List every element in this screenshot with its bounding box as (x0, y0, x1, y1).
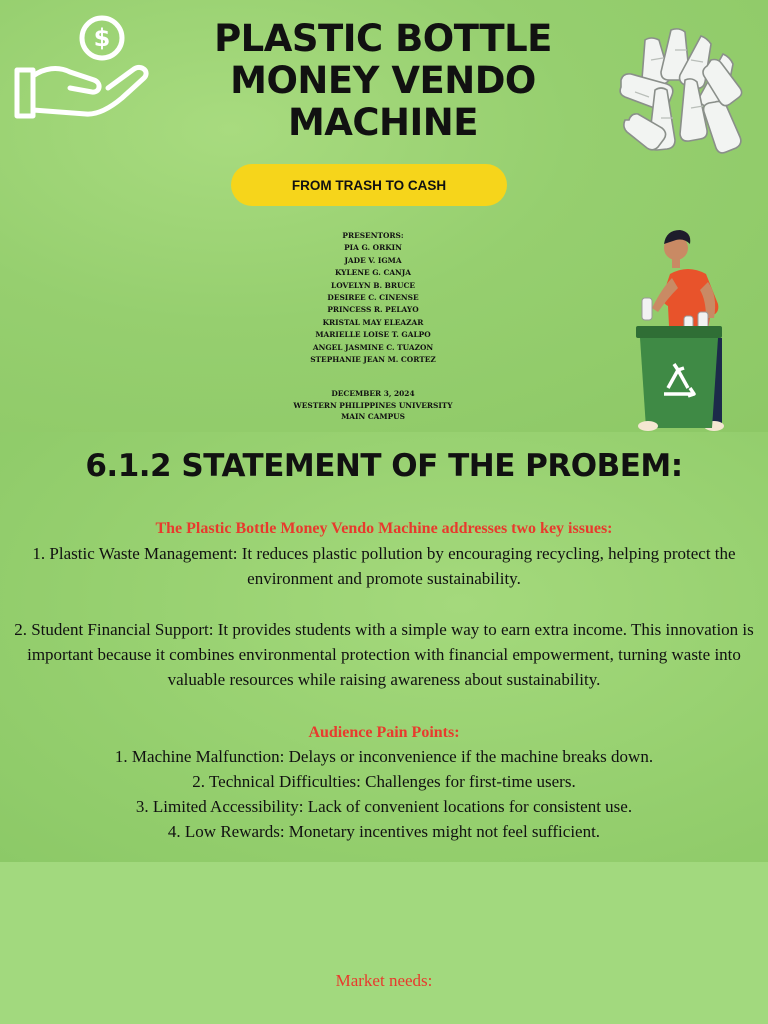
presenter-name: KYLENE G. CANJA (334, 268, 412, 278)
presenter-name: MARIELLE LOISE T. GALPO (315, 330, 431, 340)
money-hand-icon (14, 14, 154, 124)
section-title: 6.1.2 STATEMENT OF THE PROBEM: (85, 448, 683, 484)
presenters-heading: PRESENTORS: (342, 231, 404, 240)
presenter-name: STEPHANIE JEAN M. CORTEZ (310, 355, 436, 365)
point-plastic-waste: 1. Plastic Waste Management: It reduces plastic pollution by encouraging recycling, helping protect the environment and promote sustainability. (32, 544, 736, 588)
footer-panel (0, 862, 768, 1024)
tagline-badge (231, 164, 507, 206)
presenter-name: PRINCESS R. PELAYO (327, 305, 419, 315)
plastic-bottles-pile (615, 20, 757, 170)
pain-point-item: 2. Technical Difficulties: Challenges for first-time users. (192, 772, 576, 791)
pain-points-heading: Audience Pain Points: (308, 724, 460, 741)
page-title: PLASTIC BOTTLE MONEY VENDO MACHINE (214, 17, 552, 144)
presenter-name: PIA G. ORKIN (344, 243, 402, 253)
pain-point-item: 3. Limited Accessibility: Lack of convenient locations for consistent use. (135, 797, 633, 816)
pain-point-item: 1. Machine Malfunction: Delays or inconvenience if the machine breaks down. (114, 747, 654, 766)
pain-points-list (0, 744, 768, 844)
person-recycling-illustration (628, 228, 736, 432)
intro-heading: The Plastic Bottle Money Vendo Machine addresses two key issues: (155, 520, 613, 537)
presenters-list (270, 230, 476, 366)
campus-name: MAIN CAMPUS (341, 412, 405, 421)
svg-text:$: $ (93, 24, 111, 52)
presenter-name: LOVELYN B. BRUCE (331, 280, 415, 290)
university-name: WESTERN PHILIPPINES UNIVERSITY (293, 400, 453, 410)
market-needs-heading: Market needs: (335, 971, 433, 990)
presenter-name: ANGEL JASMINE C. TUAZON (312, 342, 434, 352)
date-institution-block (270, 388, 476, 423)
pain-point-item: 4. Low Rewards: Monetary incentives might not feel sufficient. (167, 822, 601, 841)
presenter-name: KRISTAL MAY ELEAZAR (322, 317, 424, 327)
presentation-date: DECEMBER 3, 2024 (331, 389, 415, 398)
point-financial-support: 2. Student Financial Support: It provides students with a simple way to earn extra income. This innovation is important because it combines environmental protection with financial empowerment, turning waste into valuable resources while raising awareness about sustainability. (14, 620, 754, 689)
presenter-name: DESIREE C. CINENSE (327, 293, 419, 303)
tagline-text: FROM TRASH TO CASH (291, 177, 447, 193)
presenter-name: JADE V. IGMA (344, 255, 402, 265)
